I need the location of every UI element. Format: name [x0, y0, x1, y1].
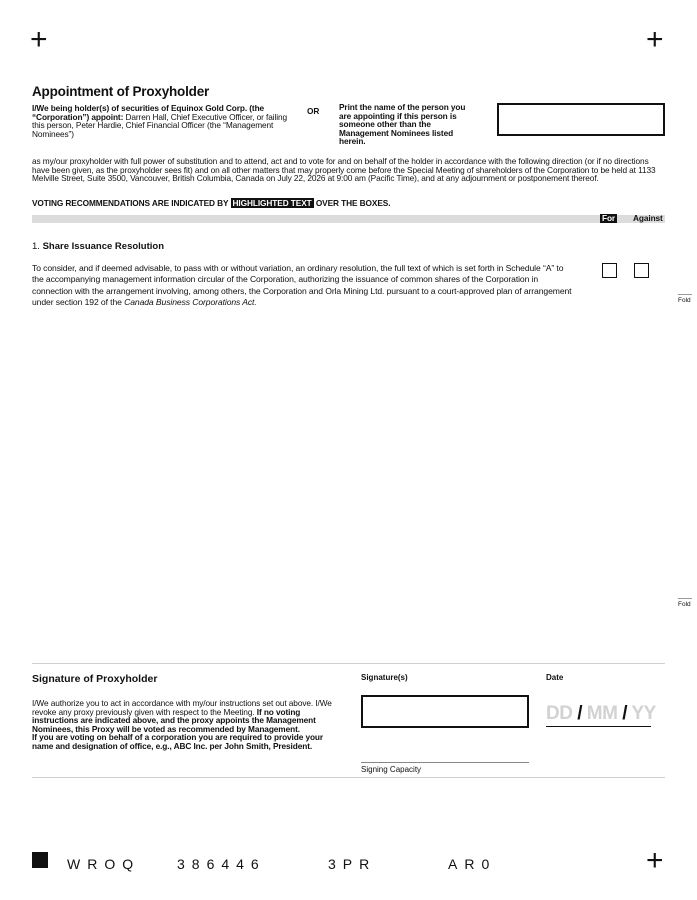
resolution-for-checkbox[interactable] — [602, 263, 617, 278]
signing-capacity-label: Signing Capacity — [361, 765, 422, 774]
signature-instructions — [32, 699, 344, 751]
fold-label-2: Fold — [678, 601, 691, 608]
fold-label-1: Fold — [678, 297, 691, 304]
date-separator-1: / — [577, 703, 583, 724]
date-underline — [546, 726, 651, 727]
resolution-text-italic: Canada Business Corporations Act. — [124, 296, 257, 307]
resolution-title: Share Issuance Resolution — [42, 241, 165, 252]
footer-code-1: WROQ — [67, 856, 141, 872]
date-yy-placeholder: YY — [631, 703, 656, 724]
resolution-text — [32, 263, 577, 308]
proxyholder-name-field[interactable] — [497, 103, 665, 136]
fold-line-2 — [678, 598, 692, 599]
voting-rec-prefix: VOTING RECOMMENDATIONS ARE INDICATED BY — [32, 198, 229, 208]
or-label: OR — [307, 106, 320, 116]
resolution-number: 1. — [32, 241, 40, 252]
appointment-intro — [32, 104, 288, 138]
signature-top-rule — [32, 663, 665, 664]
date-field[interactable] — [546, 703, 656, 725]
date-separator-2: / — [622, 703, 628, 724]
footer-black-square — [32, 852, 48, 868]
signatures-label: Signature(s) — [361, 673, 408, 682]
resolution-text-main: To consider, and if deemed advisable, to pass with or without variation, an ordinary resolution, the full text of which is set forth in Schedule “A” to the accompanying management information circular of the Corporation, authorizing the issuance of common shares of the Corporation in connection with the arrangement involving, among others, the Corporation and Orla Mining Ltd. pursuant to a court-approved plan of arrangement under section 192 of the — [32, 263, 572, 307]
voting-recommendations — [32, 199, 390, 208]
date-mm-placeholder: MM — [586, 703, 618, 724]
proxy-paragraph: as my/our proxyholder with full power of substitution and to attend, act and to vote for and on behalf of the holder in accordance with the following direction (or if no directions have been given, as the proxyholder sees fit) and on all other matters that may properly come before the Special Meeting of shareholders of the Corporation to be held at 1133 Melville Street, Suite 3500, Vancouver, British Columbia, Canada on July 22, 2026 at 9:00 am (Pacific Time), and at any adjournment or postponement thereof. — [32, 156, 656, 184]
signing-capacity-line — [361, 762, 529, 763]
signature-text-bold2: If you are voting on behalf of a corporation you are required to provide your name and designation of office, e.g., ABC Inc. per John Smith, President. — [32, 732, 324, 751]
appointment-intro-rest: Darren Hall, Chief Executive Officer, or failing this person, Peter Hardie, Chief Financial Officer (the “Management Nominees”) — [32, 111, 287, 139]
signature-field[interactable] — [361, 695, 529, 728]
registration-mark-bottom-right: + — [646, 844, 664, 877]
signature-text-bold1: If no voting instructions are indicated above, and the proxy appoints the Management Nominees, this Proxy will be voted as recommended by Management. — [32, 706, 316, 734]
appointment-title: Appointment of Proxyholder — [32, 84, 210, 99]
footer-code-4: AR0 — [448, 856, 497, 872]
registration-mark-top-left: + — [30, 23, 48, 56]
voting-header-bar — [32, 215, 665, 223]
footer-code-3: 3PR — [328, 856, 377, 872]
signature-title: Signature of Proxyholder — [32, 673, 158, 685]
date-label: Date — [546, 673, 564, 682]
resolution-against-checkbox[interactable] — [634, 263, 649, 278]
resolution-heading — [32, 241, 164, 252]
signature-bottom-rule — [32, 777, 665, 778]
voting-rec-suffix: OVER THE BOXES. — [315, 198, 391, 208]
appointment-intro-bold: I/We being holder(s) of securities of Equinox Gold Corp. (the “Corporation”) appoint: — [32, 103, 265, 122]
print-name-instructions: Print the name of the person you are appointing if this person is someone other than the Management Nominees listed herein. — [339, 102, 466, 147]
footer-code-2: 386446 — [177, 856, 266, 872]
column-against-label: Against — [633, 213, 663, 223]
voting-rec-highlight: HIGHLIGHTED TEXT — [232, 198, 312, 208]
registration-mark-top-right: + — [646, 23, 664, 56]
column-for-label: For — [602, 213, 616, 223]
fold-line-1 — [678, 294, 692, 295]
date-dd-placeholder: DD — [546, 703, 573, 724]
signature-text-normal: I/We authorize you to act in accordance with my/our instructions set out above. I/We revoke any proxy previously given with respect to the Meeting. — [32, 698, 332, 717]
